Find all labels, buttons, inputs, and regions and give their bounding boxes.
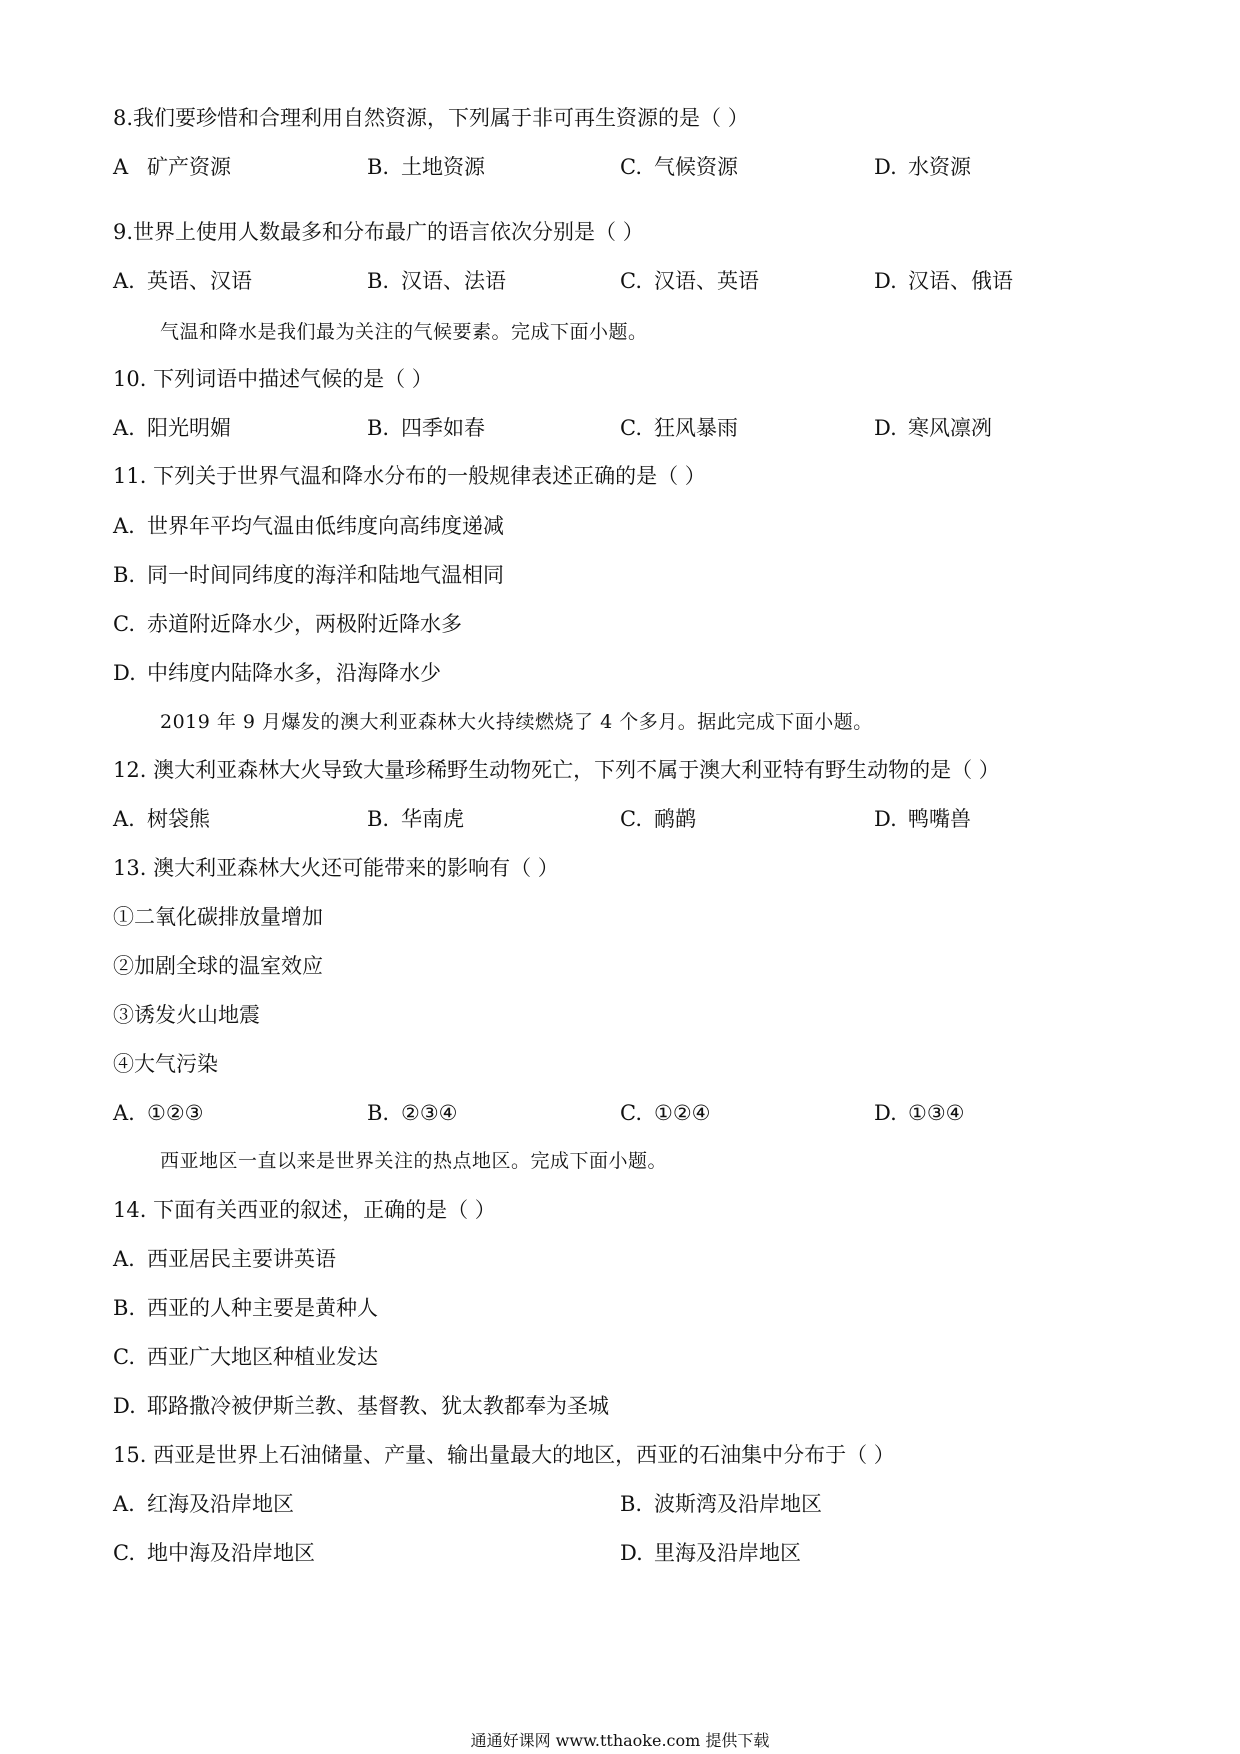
- option-text: ①②③: [147, 1101, 204, 1125]
- option-text: 鸭嘴兽: [908, 807, 971, 831]
- section-intro-climate: 气温和降水是我们最为关注的气候要素。完成下面小题。: [160, 321, 648, 343]
- question-10-option-d: [874, 414, 992, 442]
- option-text: 西亚的人种主要是黄种人: [147, 1296, 378, 1320]
- option-letter: C.: [620, 155, 642, 179]
- option-letter: B.: [367, 807, 390, 831]
- section-intro-australia-fire: 2019 年 9 月爆发的澳大利亚森林大火持续燃烧了 4 个多月。据此完成下面小题。: [160, 711, 873, 733]
- option-text: 同一时间同纬度的海洋和陆地气温相同: [147, 563, 504, 587]
- option-letter: B.: [620, 1492, 643, 1516]
- question-8-stem: 8.我们要珍惜和合理利用自然资源，下列属于非可再生资源的是（ ）: [113, 106, 749, 130]
- option-letter: D.: [874, 416, 897, 440]
- question-14-stem: 14. 下面有关西亚的叙述，正确的是（ ）: [113, 1198, 496, 1222]
- option-text: 鸸鹋: [654, 807, 696, 831]
- question-9-option-a: [113, 267, 252, 295]
- question-9-option-b: [367, 267, 506, 295]
- option-letter: B.: [113, 563, 136, 587]
- option-text: 耶路撒冷被伊斯兰教、基督教、犹太教都奉为圣城: [147, 1394, 609, 1418]
- option-text: 四季如春: [401, 416, 485, 440]
- option-letter: C.: [620, 416, 642, 440]
- question-13-option-c: [620, 1099, 710, 1127]
- option-text: 树袋熊: [147, 807, 210, 831]
- option-letter: A.: [113, 1492, 135, 1516]
- question-8-option-a: [113, 153, 231, 181]
- option-text: 西亚广大地区种植业发达: [147, 1345, 378, 1369]
- option-letter: B.: [367, 269, 390, 293]
- question-13-stem: 13. 澳大利亚森林大火还可能带来的影响有（ ）: [113, 856, 559, 880]
- option-letter: D.: [874, 807, 897, 831]
- option-text: 矿产资源: [147, 155, 231, 179]
- question-10-option-a: [113, 414, 231, 442]
- question-11-option-b: [113, 561, 504, 589]
- option-letter: A: [113, 155, 129, 179]
- question-15-option-a: [113, 1490, 294, 1518]
- question-12-option-c: [620, 805, 696, 833]
- option-text: 寒风凛冽: [908, 416, 992, 440]
- option-text: ①③④: [908, 1101, 965, 1125]
- option-text: 波斯湾及沿岸地区: [654, 1492, 822, 1516]
- question-10-stem: 10. 下列词语中描述气候的是（ ）: [113, 367, 433, 391]
- option-letter: B.: [367, 416, 390, 440]
- question-14-option-b: [113, 1294, 378, 1322]
- option-text: 土地资源: [401, 155, 485, 179]
- option-letter: D.: [620, 1541, 643, 1565]
- option-letter: D.: [874, 155, 897, 179]
- option-letter: C.: [620, 1101, 642, 1125]
- option-text: 汉语、英语: [654, 269, 759, 293]
- question-12-option-b: [367, 805, 464, 833]
- question-12-stem: 12. 澳大利亚森林大火导致大量珍稀野生动物死亡，下列不属于澳大利亚特有野生动物的是（ ）: [113, 758, 1000, 782]
- question-8-option-d: [874, 153, 971, 181]
- question-13-statement-1: ①二氧化碳排放量增加: [113, 905, 323, 929]
- option-text: ①②④: [654, 1101, 711, 1125]
- question-9-option-c: [620, 267, 759, 295]
- question-15-option-b: [620, 1490, 822, 1518]
- question-9-option-d: [874, 267, 1013, 295]
- question-9-stem: 9.世界上使用人数最多和分布最广的语言依次分别是（ ）: [113, 220, 644, 244]
- option-letter: D.: [113, 661, 136, 685]
- option-letter: A.: [113, 269, 135, 293]
- option-text: 狂风暴雨: [654, 416, 738, 440]
- question-11-option-a: [113, 512, 504, 540]
- option-letter: D.: [113, 1394, 136, 1418]
- option-letter: B.: [367, 1101, 390, 1125]
- option-letter: C.: [620, 269, 642, 293]
- question-11-stem: 11. 下列关于世界气温和降水分布的一般规律表述正确的是（ ）: [113, 464, 706, 488]
- option-text: 赤道附近降水少，两极附近降水多: [147, 612, 462, 636]
- question-15-option-c: [113, 1539, 315, 1567]
- option-letter: A.: [113, 1101, 135, 1125]
- question-14-option-d: [113, 1392, 609, 1420]
- question-10-option-c: [620, 414, 738, 442]
- question-8-option-b: [367, 153, 485, 181]
- option-text: 西亚居民主要讲英语: [147, 1247, 336, 1271]
- option-letter: B.: [113, 1296, 136, 1320]
- option-text: 红海及沿岸地区: [147, 1492, 294, 1516]
- option-text: 里海及沿岸地区: [654, 1541, 801, 1565]
- section-intro-west-asia: 西亚地区一直以来是世界关注的热点地区。完成下面小题。: [160, 1150, 668, 1172]
- option-letter: C.: [620, 807, 642, 831]
- option-text: 英语、汉语: [147, 269, 252, 293]
- option-letter: A.: [113, 416, 135, 440]
- option-text: ②③④: [401, 1101, 458, 1125]
- question-11-option-c: [113, 610, 462, 638]
- question-15-stem: 15. 西亚是世界上石油储量、产量、输出量最大的地区，西亚的石油集中分布于（ ）: [113, 1443, 895, 1467]
- option-text: 中纬度内陆降水多，沿海降水少: [147, 661, 441, 685]
- question-13-statement-2: ②加剧全球的温室效应: [113, 954, 323, 978]
- option-letter: B.: [367, 155, 390, 179]
- question-13-statement-3: ③诱发火山地震: [113, 1003, 260, 1027]
- option-letter: C.: [113, 612, 135, 636]
- question-13-option-a: [113, 1099, 203, 1127]
- option-text: 地中海及沿岸地区: [147, 1541, 315, 1565]
- option-letter: A.: [113, 514, 135, 538]
- option-text: 汉语、俄语: [908, 269, 1013, 293]
- question-14-option-a: [113, 1245, 336, 1273]
- option-letter: D.: [874, 269, 897, 293]
- question-13-option-d: [874, 1099, 964, 1127]
- question-15-option-d: [620, 1539, 801, 1567]
- page-footer: 通通好课网 www.tthaoke.com 提供下载: [470, 1731, 770, 1750]
- question-14-option-c: [113, 1343, 378, 1371]
- option-letter: A.: [113, 807, 135, 831]
- option-letter: A.: [113, 1247, 135, 1271]
- option-text: 世界年平均气温由低纬度向高纬度递减: [147, 514, 504, 538]
- question-11-option-d: [113, 659, 441, 687]
- question-13-statement-4: ④大气污染: [113, 1052, 218, 1076]
- option-letter: D.: [874, 1101, 897, 1125]
- option-text: 华南虎: [401, 807, 464, 831]
- question-12-option-a: [113, 805, 210, 833]
- question-12-option-d: [874, 805, 971, 833]
- option-text: 阳光明媚: [147, 416, 231, 440]
- question-8-option-c: [620, 153, 738, 181]
- option-text: 汉语、法语: [401, 269, 506, 293]
- question-13-option-b: [367, 1099, 457, 1127]
- option-letter: C.: [113, 1345, 135, 1369]
- option-letter: C.: [113, 1541, 135, 1565]
- option-text: 气候资源: [654, 155, 738, 179]
- question-10-option-b: [367, 414, 485, 442]
- option-text: 水资源: [908, 155, 971, 179]
